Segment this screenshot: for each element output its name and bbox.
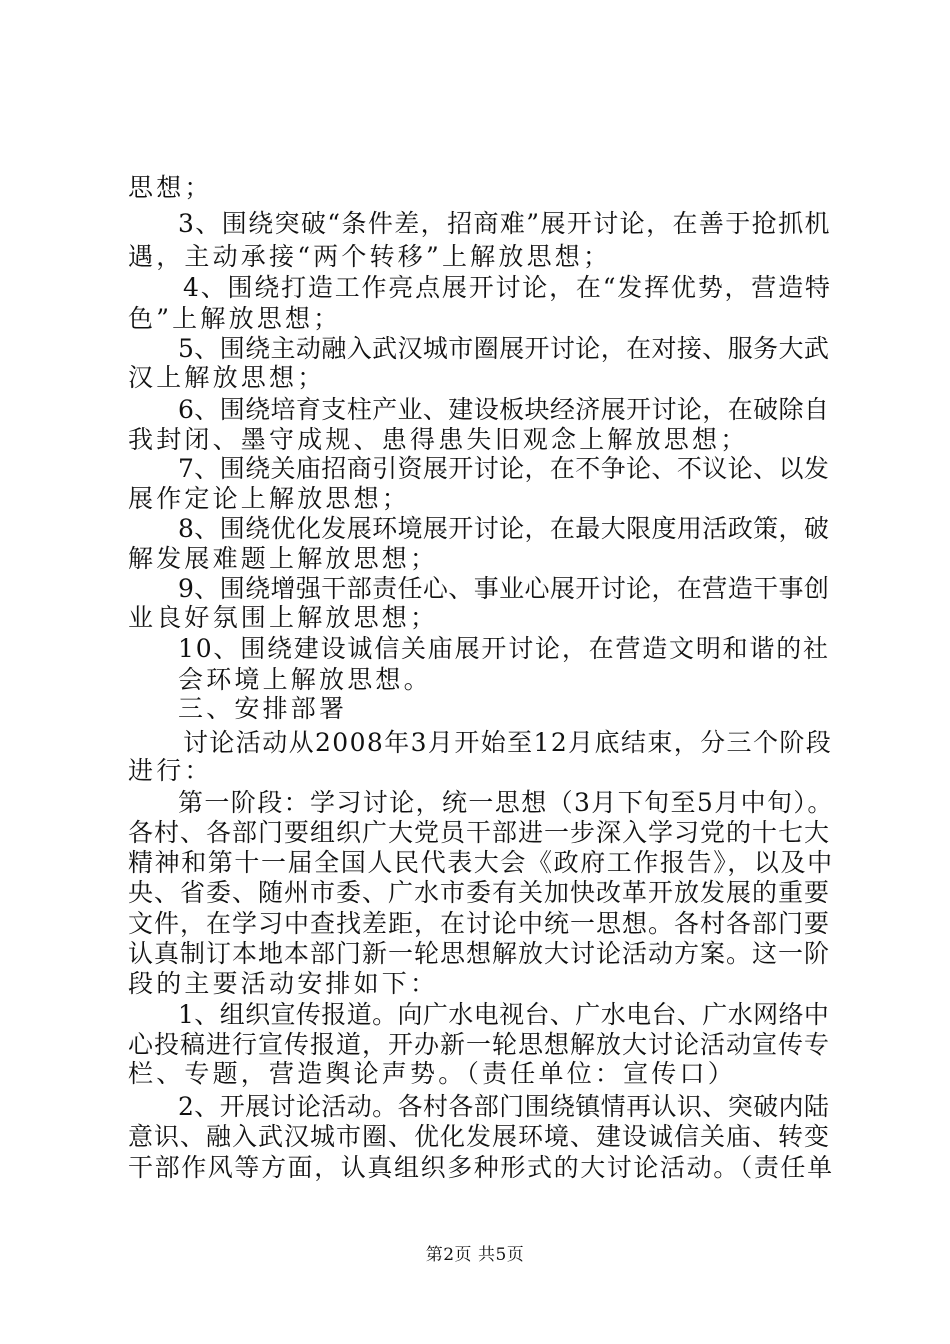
paragraph-line: 1、组织宣传报道。向广水电视台、广水电台、广水网络中 [178,1000,830,1029]
paragraph-line: 3、围绕突破“条件差，招商难”展开讨论，在善于抢抓机 [178,209,831,238]
paragraph-line: 5、围绕主动融入武汉城市圈展开讨论，在对接、服务大武 [178,334,830,363]
paragraph-line: 文件，在学习中查找差距，在讨论中统一思想。各村各部门要 [128,909,831,938]
paragraph-line: 讨论活动从2008年3月开始至12月底结束，分三个阶段 [183,728,833,757]
paragraph-line: 展作定论上解放思想； [128,484,411,513]
paragraph-line: 第一阶段：学习讨论，统一思想（3月下旬至5月中旬）。 [178,788,834,817]
paragraph-line: 遇，主动承接“两个转移”上解放思想； [128,242,612,271]
paragraph-line: 我封闭、墨守成规、患得患失旧观念上解放思想； [128,425,749,454]
paragraph-line: 精神和第十一届全国人民代表大会《政府工作报告》，以及中 [128,848,834,877]
paragraph-line: 色”上解放思想； [128,304,342,333]
paragraph-line: 8、围绕优化发展环境展开讨论，在最大限度用活政策，破 [178,514,830,543]
paragraph-line: 干部作风等方面，认真组织多种形式的大讨论活动。（责任单 [128,1153,834,1182]
paragraph-line: 7、围绕关庙招商引资展开讨论，在不争论、不议论、以发 [178,454,830,483]
paragraph-line: 各村、各部门要组织广大党员干部进一步深入学习党的十七大 [128,818,831,847]
page-footer: 第2页 共5页 [425,1245,525,1265]
paragraph-line: 心投稿进行宣传报道，开办新一轮思想解放大讨论活动宣传专 [128,1030,831,1059]
paragraph-line: 解发展难题上解放思想； [128,544,439,573]
paragraph-line: 认真制订本地本部门新一轮思想解放大讨论活动方案。这一阶 [128,939,831,968]
paragraph-line: 业良好氛围上解放思想； [128,603,439,632]
paragraph-line: 汉上解放思想； [128,363,326,392]
paragraph-line: 段的主要活动安排如下： [128,969,439,998]
paragraph-line: 会环境上解放思想。 [178,665,432,694]
paragraph-line: 思想； [128,173,213,202]
paragraph-line: 央、省委、随州市委、广水市委有关加快改革开放发展的重要 [128,878,831,907]
paragraph-line: 9、围绕增强干部责任心、事业心展开讨论，在营造干事创 [178,574,830,603]
paragraph-line: 4、围绕打造工作亮点展开讨论，在“发挥优势，营造特 [183,273,832,302]
paragraph-line: 10、围绕建设诚信关庙展开讨论，在营造文明和谐的社 [178,634,830,663]
paragraph-line: 意识、融入武汉城市圈、优化发展环境、建设诚信关庙、转变 [128,1122,831,1151]
paragraph-line: 栏、专题，营造舆论声势。（责任单位：宣传口） [128,1059,736,1088]
paragraph-line: 进行： [128,756,213,785]
section-heading: 三、安排部署 [178,694,348,723]
paragraph-line: 2、开展讨论活动。各村各部门围绕镇情再认识、突破内陆 [178,1092,830,1121]
paragraph-line: 6、围绕培育支柱产业、建设板块经济展开讨论，在破除自 [178,395,830,424]
